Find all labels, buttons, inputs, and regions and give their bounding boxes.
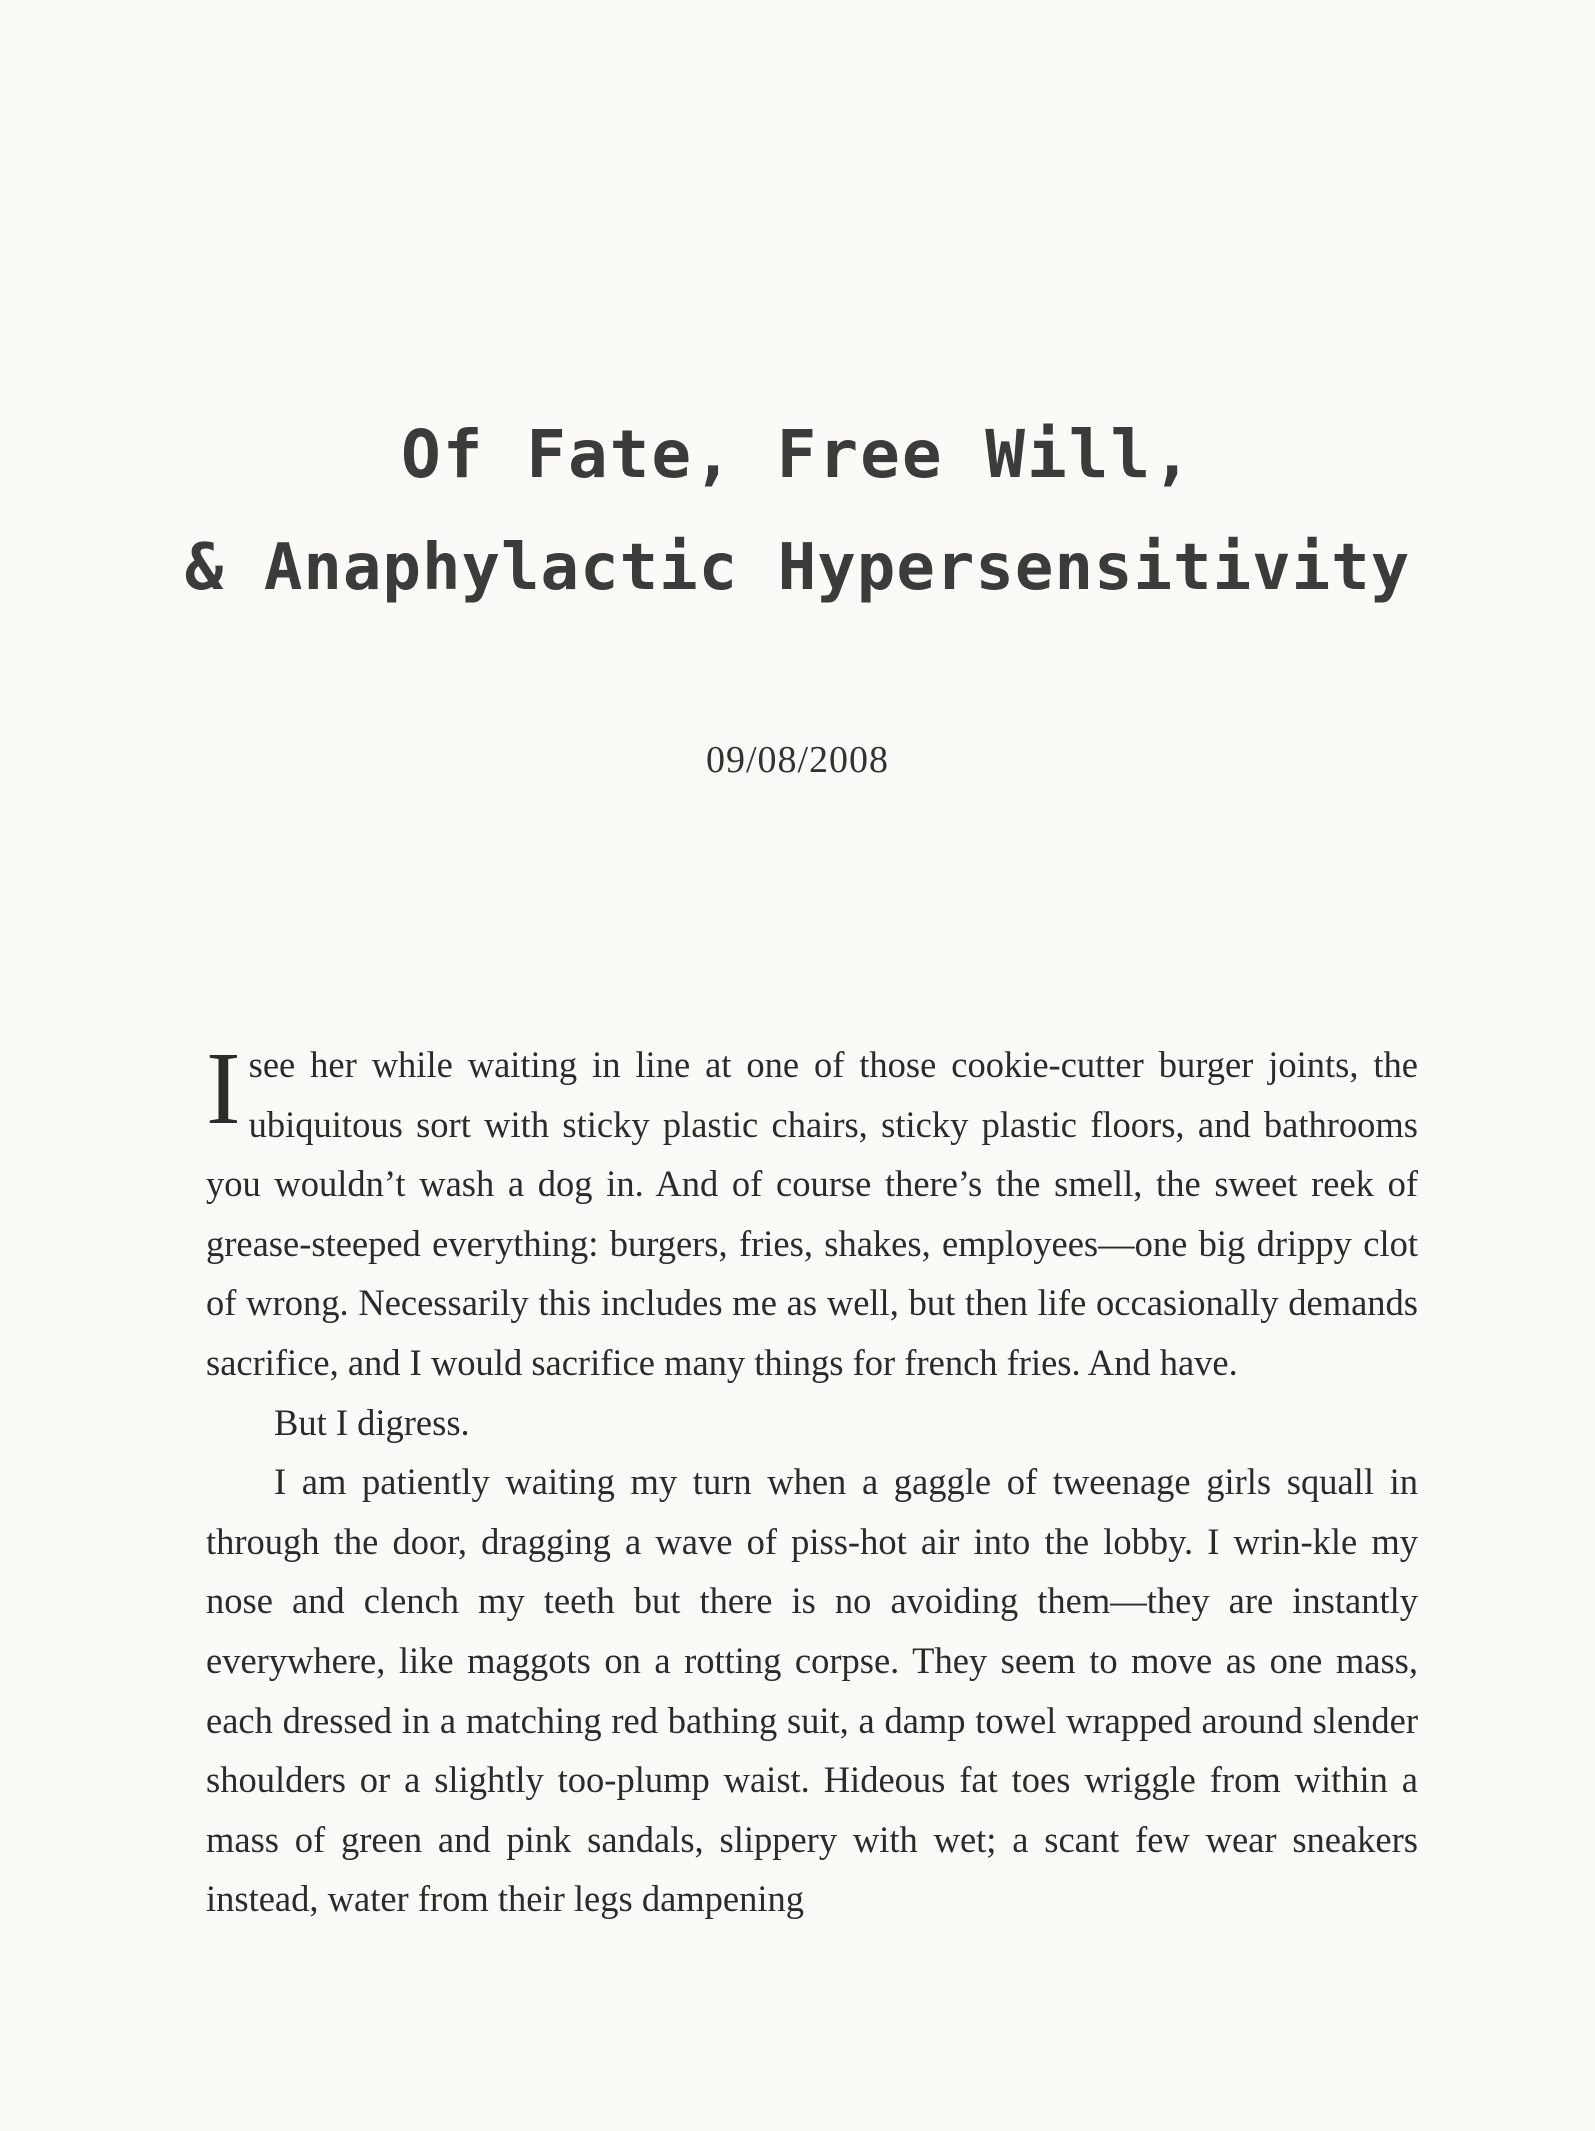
paragraph-3: I am patiently waiting my turn when a gaggle of tweenage girls squall in through the door, dragging a wave of piss-hot air into the lobby. I wrin-kle my nose and clench my teeth but there is no avoiding them—they are instantly everywhere, like maggots on a rotting corpse. They seem to move as one mass, each dressed in a matching red bathing suit, a damp towel wrapped around slender shoulders or a slightly too-plump waist. Hideous fat toes wriggle from within a mass of green and pink sandals, slippery with wet; a scant few wear sneakers instead, water from their legs dampening — [206, 1461, 1418, 1920]
paragraph-1 — [206, 1031, 1418, 1393]
paragraph-2: But I digress. — [274, 1401, 470, 1443]
chapter-date: 09/08/2008 — [705, 739, 890, 781]
chapter-title-line-2: & Anaphylactic Hypersensitivity — [184, 531, 1411, 605]
paragraph-1-text: see her while waiting in line at one of those cookie-cutter burger joints, the ubiquitous sort with sticky plastic chairs, sticky plastic floors, and bathrooms you wouldn’t wash a dog in. And of course there’s the smell, the sweet reek of grease-steeped everything: burgers, fries, shakes, employees—one big drippy clot of wrong. Necessarily this includes me as well, but then life occasionally demands sacrifice, and I would sacrifice many things for french fries. And have. — [206, 1044, 1418, 1383]
chapter-body — [206, 1031, 1418, 1929]
chapter-title-line-1: Of Fate, Free Will, — [401, 416, 1194, 493]
drop-cap: I — [206, 1031, 241, 1146]
